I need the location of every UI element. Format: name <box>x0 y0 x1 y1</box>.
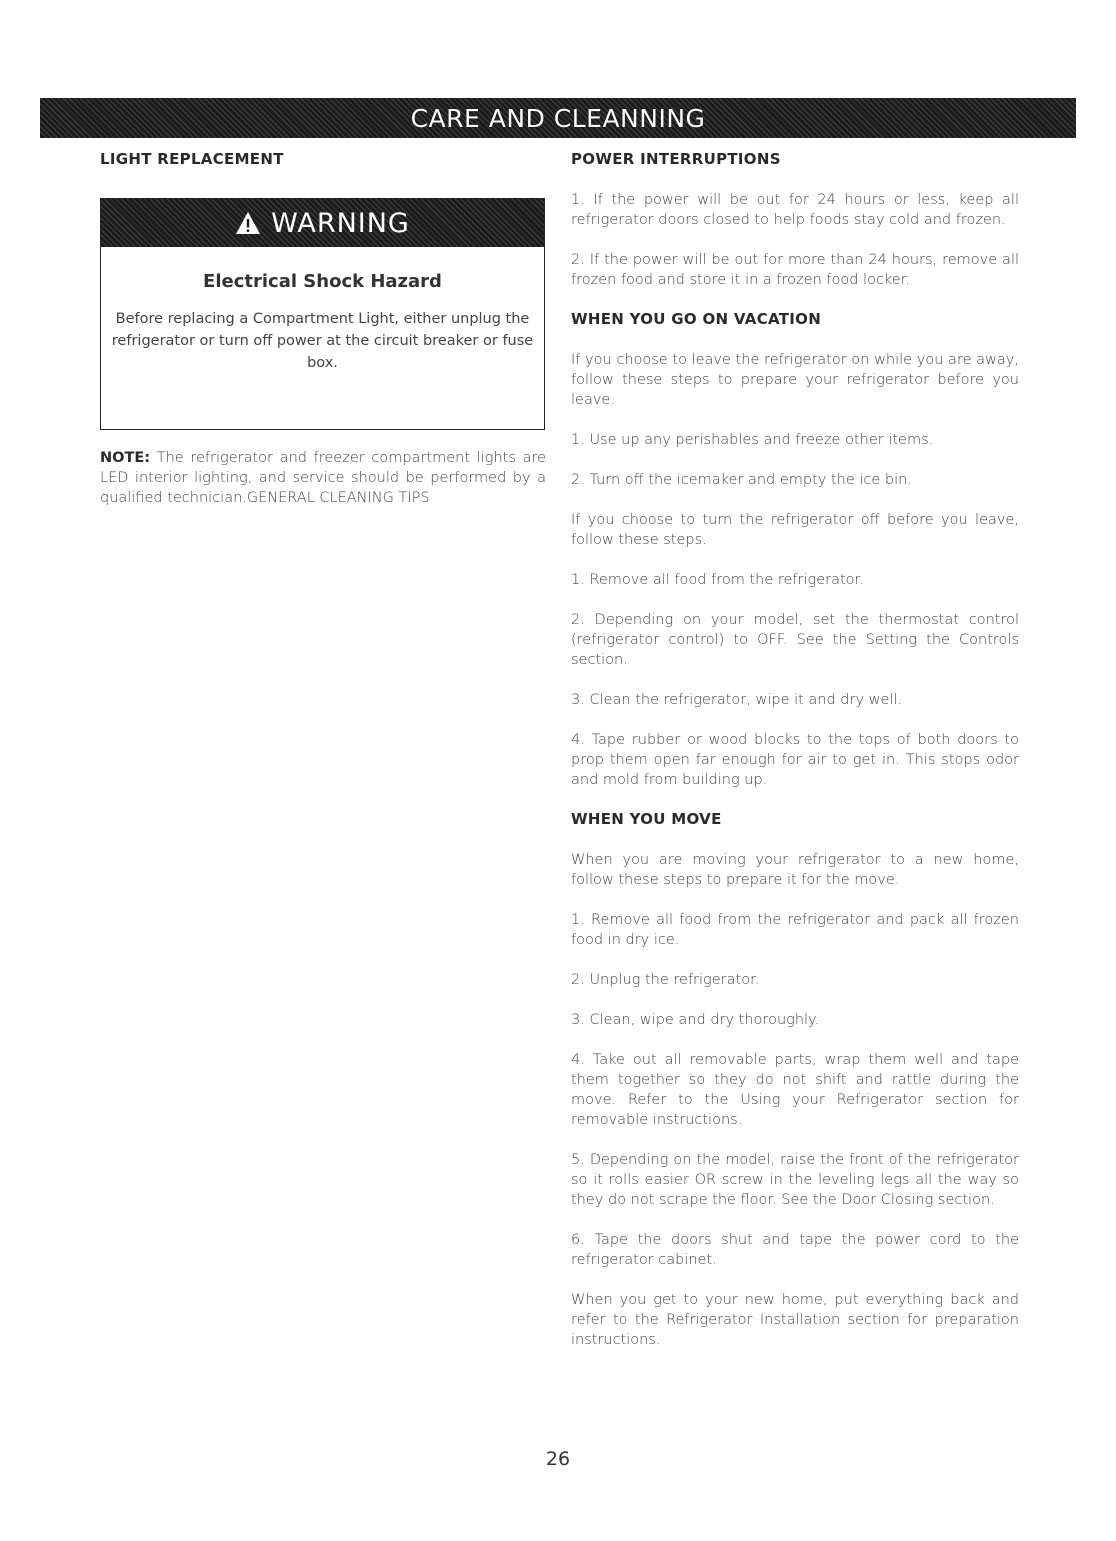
move-step-5: 5. Depending on the model, raise the front of the refrigerator so it rolls easier OR screw in the leveling legs all the way so they do not scrape the floor. See the Door Closing section. <box>571 1152 1019 1208</box>
section-banner <box>40 98 1076 138</box>
move-step-2: 2. Unplug the refrigerator. <box>571 972 760 988</box>
left-column <box>100 150 546 508</box>
warning-text: Before replacing a Compartment Light, either unplug the refrigerator or turn off power at the circuit breaker or fuse box. <box>111 311 534 371</box>
note-label: NOTE: <box>100 450 151 466</box>
move-step-3: 3. Clean, wipe and dry thoroughly. <box>571 1012 820 1028</box>
section-title: CARE AND CLEANNING <box>410 103 706 133</box>
right-column <box>571 150 1019 1350</box>
hazard-title: Electrical Shock Hazard <box>203 271 442 292</box>
light-replacement-heading: LIGHT REPLACEMENT <box>100 150 284 168</box>
note-text: The refrigerator and freezer compartment lights are LED interior lighting, and service should be performed by a qualified technician.GENERAL CLEANING TIPS <box>100 450 546 506</box>
move-intro: When you are moving your refrigerator to a new home, follow these steps to prepare it for the move. <box>571 852 1019 888</box>
vacation-intro: If you choose to leave the refrigerator on while you are away, follow these steps to prepare your refrigerator before you leave. <box>571 352 1019 408</box>
power-interruptions-heading: POWER INTERRUPTIONS <box>571 150 781 168</box>
move-closing: When you get to your new home, put everything back and refer to the Refrigerator Installation section for preparation instructions. <box>571 1292 1019 1348</box>
warning-triangle-icon <box>235 211 261 235</box>
note-paragraph <box>100 448 546 508</box>
move-heading: WHEN YOU MOVE <box>571 810 722 828</box>
warning-label: WARNING <box>271 207 410 239</box>
power-step-2: 2. If the power will be out for more than 24 hours, remove all frozen food and store it in a frozen food locker. <box>571 252 1019 288</box>
vacation-off-step-1: 1. Remove all food from the refrigerator. <box>571 572 864 588</box>
warning-header <box>101 199 544 247</box>
vacation-step-2: 2. Turn off the icemaker and empty the ice bin. <box>571 472 912 488</box>
vacation-step-1: 1. Use up any perishables and freeze other items. <box>571 432 934 448</box>
warning-box <box>100 198 545 430</box>
vacation-heading: WHEN YOU GO ON VACATION <box>571 310 822 328</box>
page-number: 26 <box>545 1448 571 1470</box>
move-step-4: 4. Take out all removable parts, wrap them well and tape them together so they do not shift and rattle during the move. Refer to the Using your Refrigerator section for removable instructions. <box>571 1052 1019 1128</box>
vacation-off-intro: If you choose to turn the refrigerator off before you leave, follow these steps. <box>571 512 1019 548</box>
move-step-6: 6. Tape the doors shut and tape the power cord to the refrigerator cabinet. <box>571 1232 1019 1268</box>
vacation-off-step-4: 4. Tape rubber or wood blocks to the tops of both doors to prop them open far enough for air to get in. This stops odor and mold from building up. <box>571 732 1019 788</box>
vacation-off-step-2: 2. Depending on your model, set the thermostat control (refrigerator control) to OFF. See the Setting the Controls section. <box>571 612 1019 668</box>
power-step-1: 1. If the power will be out for 24 hours or less, keep all refrigerator doors closed to help foods stay cold and frozen. <box>571 192 1019 228</box>
move-step-1: 1. Remove all food from the refrigerator and pack all frozen food in dry ice. <box>571 912 1019 948</box>
vacation-off-step-3: 3. Clean the refrigerator, wipe it and dry well. <box>571 692 903 708</box>
